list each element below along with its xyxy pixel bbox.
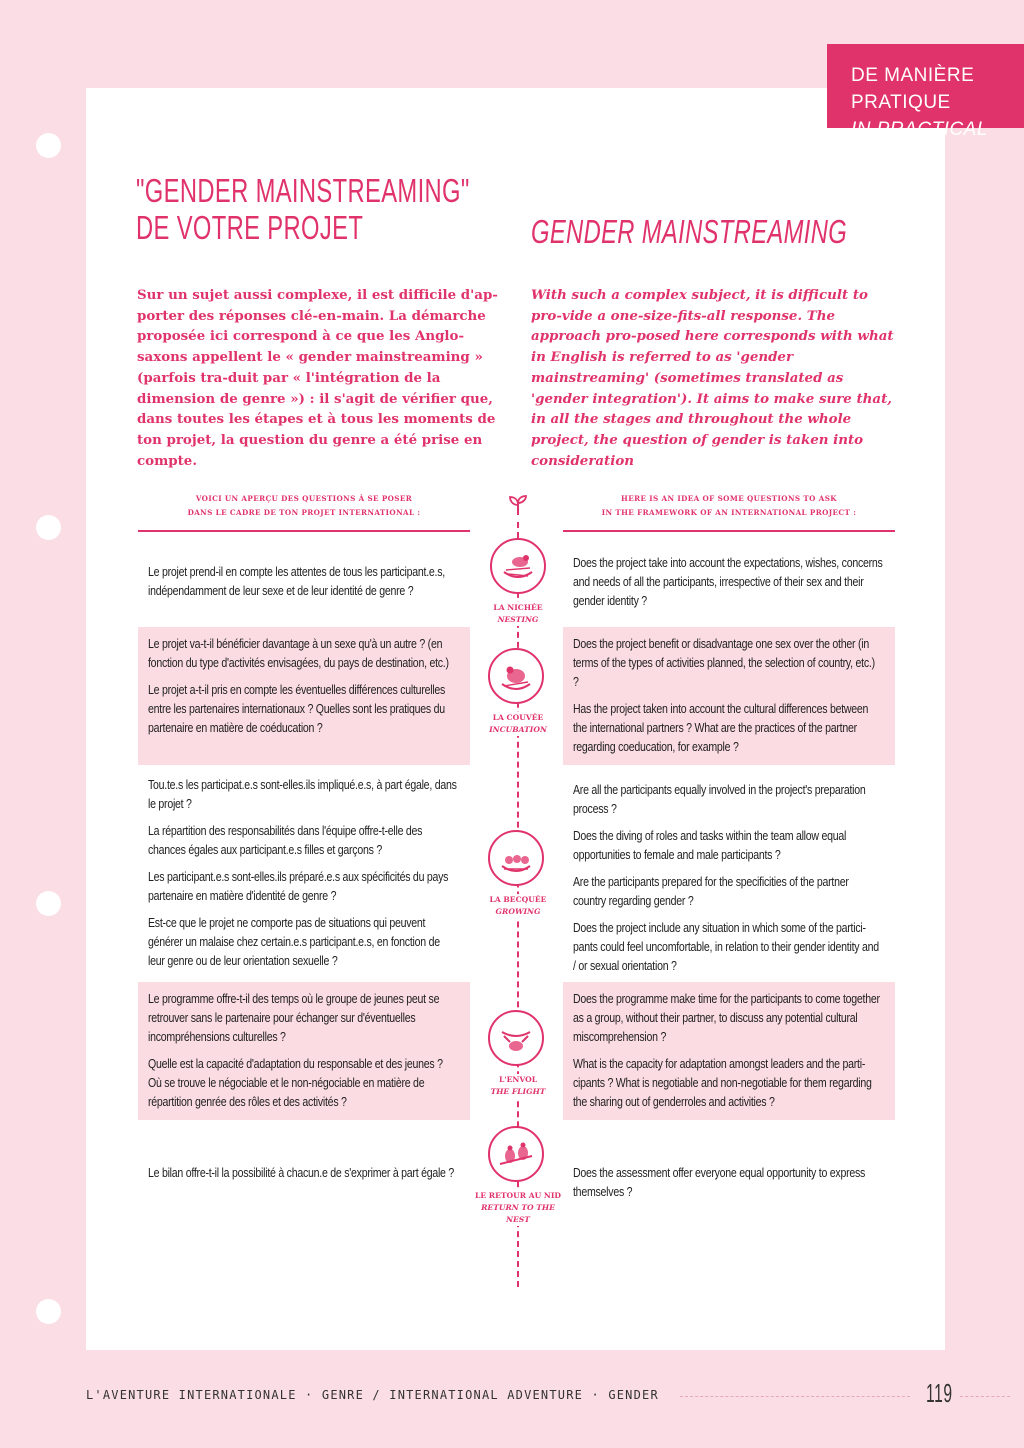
question-block-fr-2 xyxy=(138,627,470,765)
stage-label-5 xyxy=(468,1190,568,1226)
title-fr-line-1: "GENDER MAINSTREAMING" xyxy=(136,172,470,209)
nest-icon xyxy=(490,538,546,594)
question-block-en-4 xyxy=(563,982,895,1120)
question: Are all the participants equally involved in the project's preparation process ? xyxy=(573,783,866,816)
egg-bird-icon xyxy=(488,648,544,704)
stage-label-en: GROWING xyxy=(495,907,541,916)
question: Le bilan offre-t-il la possibilité à chacun.e de s'exprimer à part égale ? xyxy=(148,1166,455,1180)
question: La répartition des responsabilités dans l'équipe offre-t-elle des chances égales aux participant.e.s filles et garçons ? xyxy=(148,824,423,857)
stage-label-fr: L'ENVOL xyxy=(498,1075,538,1084)
question: Does the project include any situation in which some of the partici-pants could feel uncomfortable, in relation to their gender identity and / or sexual orientation ? xyxy=(573,921,879,973)
question: Les participant.e.s sont-elles.ils préparé.e.s aux spécificités du pays partenaire en matière d'identité de genre ? xyxy=(148,870,449,903)
question: Does the project take into account the expectations, wishes, concerns and needs of all the participants, irrespective of their sex and their gender identity ? xyxy=(573,556,883,608)
divider xyxy=(563,530,895,532)
question-block-fr-3 xyxy=(138,768,470,979)
question: Does the programme make time for the participants to come together as a group, without their partner, to discuss any potential cultural miscomprehension ? xyxy=(573,992,880,1044)
question-block-en-5 xyxy=(563,1156,895,1210)
question: Le projet a-t-il pris en compte les éventuelles différences culturelles entre les partenaires internationaux ? Quelles sont les pratiques du partenaire en matière de coéducation ? xyxy=(148,683,446,735)
intro-fr: Sur un sujet aussi complexe, il est difficile d'ap-porter des réponses clé-en-main. La démarche proposée ici correspond à ce que les Anglo-saxons appellent le « gender mainstreaming » (parfois tra-duit par « l'intégration de la dimension de genre ») : il s'agit de vérifier que, dans toutes les étapes et à tous les moments de ton projet, la question du genre a été prise en compte. xyxy=(137,287,498,469)
column-heading-fr-line-1: VOICI UN APERÇU DES QUESTIONS À SE POSER xyxy=(195,494,413,503)
stage-label-1 xyxy=(468,602,568,626)
question: Has the project taken into account the cultural differences between the international partners ? What are the practices of the partner regarding coeducation, for example ? xyxy=(573,702,869,754)
stage-label-fr: LE RETOUR AU NID xyxy=(475,1191,561,1200)
question: Does the diving of roles and tasks within the team allow equal opportunities to female and male participants ? xyxy=(573,829,847,862)
stage-label-en: INCUBATION xyxy=(489,725,547,734)
divider xyxy=(138,530,470,532)
footer-divider xyxy=(680,1396,910,1397)
question-block-fr-5 xyxy=(138,1156,470,1191)
stage-label-4 xyxy=(468,1074,568,1098)
column-heading-en-line-2: IN THE FRAMEWORK OF AN INTERNATIONAL PROJECT : xyxy=(601,508,857,517)
stage-label-fr: LA COUVÉE xyxy=(492,713,544,722)
title-en: GENDER MAINSTREAMING xyxy=(531,213,848,250)
question-block-fr-1 xyxy=(138,555,470,609)
section-tab-en: IN PRACTICAL TERMS xyxy=(851,119,988,167)
question: Le projet va-t-il bénéficier davantage à un sexe qu'à un autre ? (en fonction du type d'activités envisagées, du pays de destination, etc.) xyxy=(148,637,449,670)
stage-label-fr: LA BECQUÉE xyxy=(489,895,547,904)
question: Quelle est la capacité d'adaptation du responsable et des jeunes ? Où se trouve le négociable et le non-négociable en matière de répartition genrée des rôles et des activités ? xyxy=(148,1057,443,1109)
column-heading-en-line-1: HERE IS AN IDEA OF SOME QUESTIONS TO ASK xyxy=(621,494,837,503)
binder-hole xyxy=(36,133,61,158)
title-fr-line-2: DE VOTRE PROJET xyxy=(136,209,364,246)
binder-hole xyxy=(36,515,61,540)
stage-label-fr: LA NICHÉE xyxy=(493,603,543,612)
intro-en: With such a complex subject, it is difficult to pro-vide a one-size-fits-all response. The approach pro-posed here corresponds with what in English is referred to as 'gender mainstreaming' (sometimes translated as 'gender integration'). It aims to make sure that, in all the stages and throughout the whole project, the question of gender is taken into consideration xyxy=(531,287,894,469)
section-tab xyxy=(827,44,1024,167)
question-block-fr-4 xyxy=(138,982,470,1120)
flying-bird-icon xyxy=(488,1010,544,1066)
section-tab-fr: DE MANIÈRE PRATIQUE xyxy=(851,65,975,113)
footer-divider xyxy=(960,1396,1010,1397)
question: Does the assessment offer everyone equal opportunity to express themselves ? xyxy=(573,1166,866,1199)
stage-label-en: NESTING xyxy=(497,615,539,624)
question-block-en-3 xyxy=(563,773,895,984)
title-fr xyxy=(136,172,470,246)
stage-label-en: THE FLIGHT xyxy=(490,1087,546,1096)
question: What is the capacity for adaptation amongst leaders and the parti-cipants ? What is negotiable and non-negotiable for them regarding the sharing out of genderroles and activities ? xyxy=(573,1057,872,1109)
feeding-chicks-icon xyxy=(488,830,544,886)
question: Est-ce que le projet ne comporte pas de situations qui peuvent générer un malaise chez certain.e.s participant.e.s, en fonction de leur genre ou de leur orientation sexuelle ? xyxy=(148,916,440,968)
question: Tou.te.s les participat.e.s sont-elles.ils impliqué.e.s, à part égale, dans le projet ? xyxy=(148,778,457,811)
question-block-en-2 xyxy=(563,627,895,765)
stage-label-en: RETURN TO THE NEST xyxy=(481,1203,555,1224)
binder-hole xyxy=(36,1299,61,1324)
page-number: 119 xyxy=(926,1378,953,1408)
question: Le projet prend-il en compte les attentes de tous les participant.e.s, indépendamment de leur sexe et de leur identité de genre ? xyxy=(148,565,445,598)
sprout-icon xyxy=(507,494,529,516)
question: Le programme offre-t-il des temps où le groupe de jeunes peut se retrouver sans le partenaire pour échanger sur d'éventuelles incompréhensions culturelles ? xyxy=(148,992,440,1044)
footer-running-title: L'AVENTURE INTERNATIONALE · GENRE / INTERNATIONAL ADVENTURE · GENDER xyxy=(86,1388,659,1402)
stage-label-3 xyxy=(468,894,568,918)
column-heading-fr-line-2: DANS LE CADRE DE TON PROJET INTERNATIONAL : xyxy=(187,508,421,517)
question-block-en-1 xyxy=(563,546,895,619)
question: Does the project benefit or disadvantage one sex over the other (in terms of the types of activities planned, the selection of country, etc.) ? xyxy=(573,637,875,689)
column-heading-fr xyxy=(138,492,470,520)
birds-on-branch-icon xyxy=(488,1126,544,1182)
stage-label-2 xyxy=(468,712,568,736)
question: Are the participants prepared for the specificities of the partner country regarding gender ? xyxy=(573,875,849,908)
binder-hole xyxy=(36,891,61,916)
column-heading-en xyxy=(563,492,895,520)
